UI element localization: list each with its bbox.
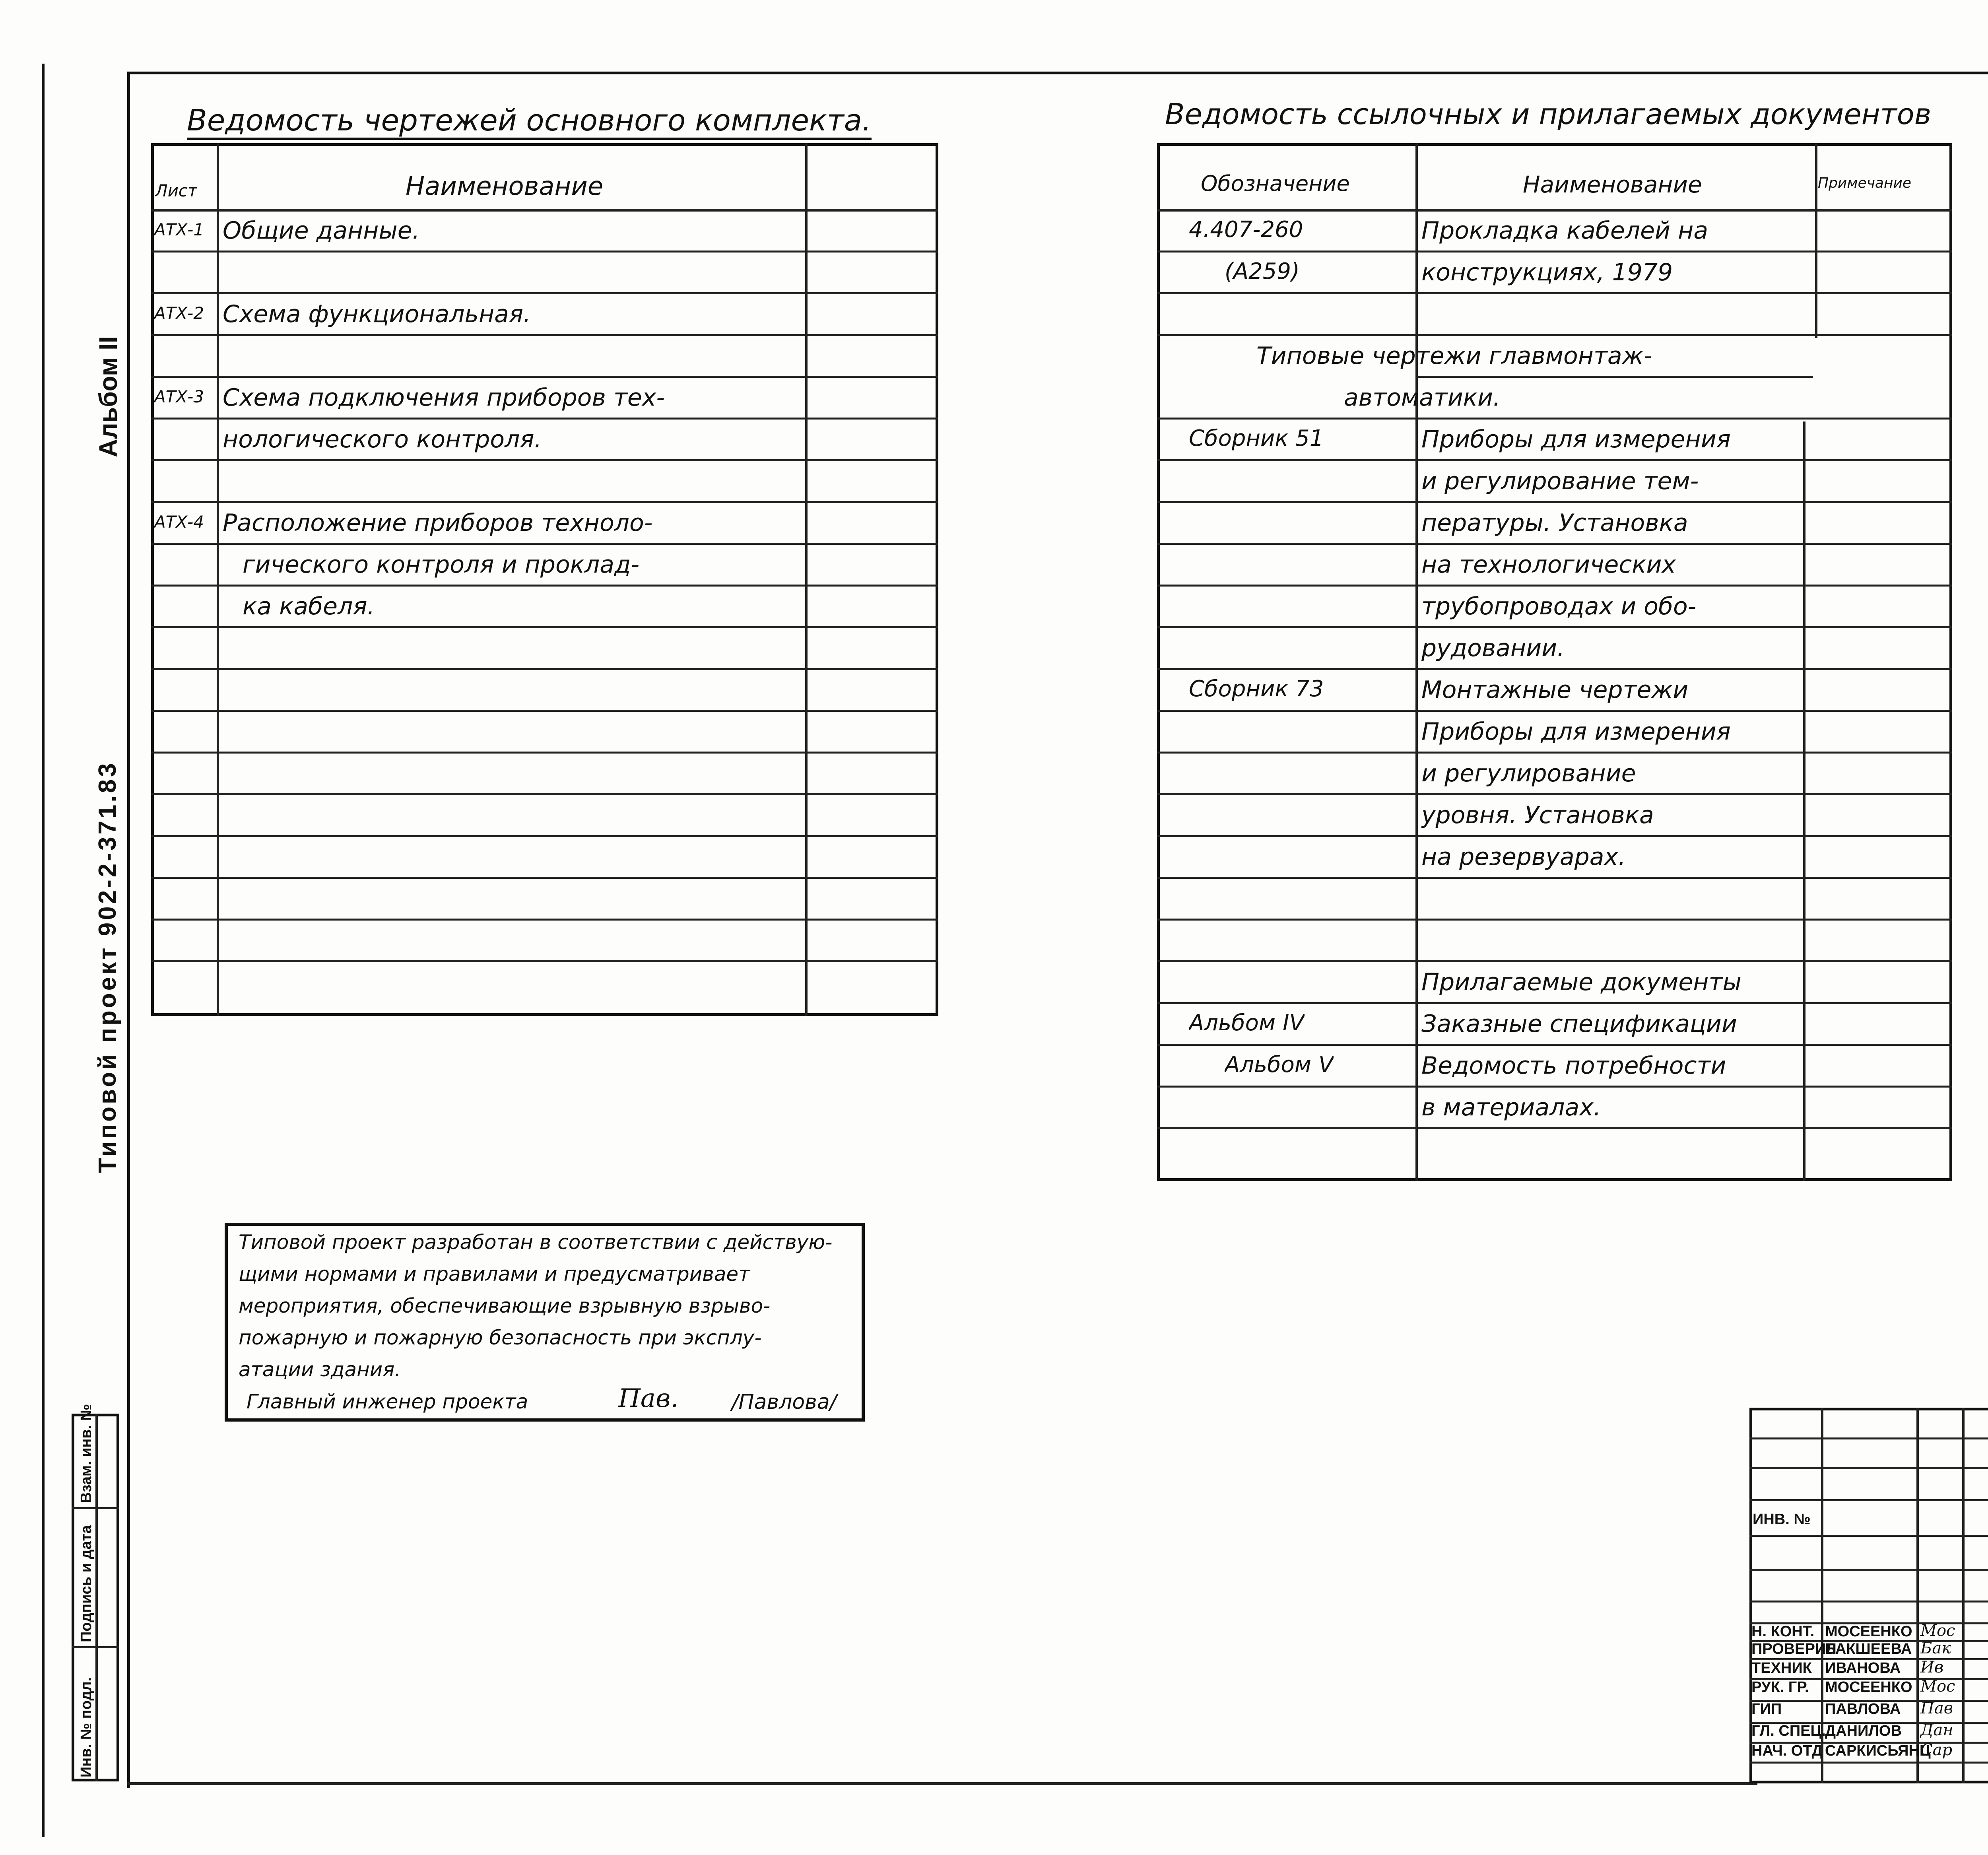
table-row-line	[151, 960, 938, 962]
ref-row-name: Приборы для измерения	[1421, 718, 1731, 746]
table-row-line	[1157, 459, 1952, 461]
table-row-line	[151, 585, 938, 587]
chief-engineer-name: /Павлова/	[732, 1390, 837, 1414]
ref-row-name: Монтажные чертежи	[1421, 676, 1689, 704]
staff-signature: Пав	[1920, 1699, 1953, 1717]
table-row-line	[1157, 543, 1952, 545]
main-row-name: Схема функциональная.	[223, 300, 531, 328]
ref-row-name: и регулирование тем-	[1421, 467, 1699, 495]
table-row-line	[151, 793, 938, 795]
chief-engineer-signature: Пав.	[618, 1384, 679, 1413]
table-row-line	[1157, 710, 1952, 712]
ref-row-name: автоматики.	[1344, 384, 1501, 412]
staff-signature: Мос	[1920, 1622, 1955, 1640]
staff-role: ПРОВЕРИЛ	[1751, 1641, 1837, 1657]
ref-row-name: рудовании.	[1421, 634, 1565, 662]
table-row-line	[1157, 585, 1952, 587]
ref-row-name: в материалах.	[1421, 1094, 1601, 1121]
title-block-row-line	[1749, 1569, 1988, 1571]
staff-role: РУК. ГР.	[1751, 1679, 1809, 1696]
table-row-line	[1157, 668, 1952, 670]
ref-row-name: Прокладка кабелей на	[1421, 217, 1708, 245]
ref-row-designation: 4.407-260	[1189, 217, 1303, 243]
ref-list-title: Ведомость ссылочных и прилагаемых документов	[1165, 97, 1932, 131]
table-row-line	[151, 501, 938, 503]
staff-signature: Дан	[1920, 1721, 1953, 1739]
staff-signature: Сар	[1920, 1741, 1953, 1759]
table-row-line	[1157, 835, 1952, 837]
ref-row-name: Заказные спецификации	[1421, 1010, 1737, 1038]
ref-row-name: Типовые чертежи главмонтаж-	[1256, 342, 1652, 370]
staff-signature: Мос	[1920, 1677, 1955, 1696]
table-row-line	[1157, 292, 1952, 294]
main-list-header-name: Наименование	[406, 172, 604, 201]
sheet-frame-bottom	[127, 1782, 1757, 1785]
title-block-row-line	[1749, 1535, 1988, 1537]
table-row-line	[151, 668, 938, 670]
title-block-row-line	[1749, 1467, 1988, 1469]
table-row-line	[1157, 752, 1952, 754]
chief-engineer-title: Главный инженер проекта	[247, 1390, 528, 1413]
main-row-name: нологического контроля.	[223, 425, 542, 453]
table-row-line	[1157, 251, 1952, 253]
title-block-row-line	[1749, 1437, 1988, 1439]
ref-row-designation: Сборник 51	[1189, 425, 1324, 451]
main-row-sheet: АТХ-1	[154, 220, 204, 239]
staff-role: ГЛ. СПЕЦ.	[1751, 1723, 1826, 1739]
ref-row-name: уровня. Установка	[1421, 801, 1654, 829]
main-row-name: ка кабеля.	[243, 592, 375, 620]
title-block-row-line	[1749, 1499, 1988, 1501]
table-row-line	[151, 835, 938, 837]
staff-role: Н. КОНТ.	[1751, 1623, 1815, 1640]
ref-header-note: Примечание	[1818, 175, 1912, 191]
main-list-title: Ведомость чертежей основного комплекта.	[187, 103, 872, 140]
table-row-line	[1157, 877, 1952, 879]
ref-header-designation: Обозначение	[1201, 171, 1350, 196]
table-row-line	[1157, 960, 1952, 962]
staff-name: ИВАНОВА	[1825, 1660, 1901, 1676]
stamp-cell-sign: Подпись и дата	[78, 1525, 95, 1642]
ref-row-name: конструкциях, 1979	[1421, 258, 1673, 286]
ref-header-name: Наименование	[1523, 171, 1702, 198]
table-row-line	[1157, 626, 1952, 628]
inv-no-label: ИНВ. №	[1753, 1511, 1811, 1528]
staff-name: САРКИСЬЯНЦ	[1825, 1742, 1931, 1759]
declaration-line: атации здания.	[239, 1358, 401, 1381]
stamp-cell-repl: Взам. инв. №	[78, 1404, 95, 1503]
main-row-sheet: АТХ-2	[154, 303, 204, 323]
ref-row-designation: Альбом V	[1225, 1052, 1334, 1078]
ref-row-name: Ведомость потребности	[1421, 1052, 1726, 1080]
declaration-line: пожарную и пожарную безопасность при эксплу-	[239, 1326, 762, 1349]
declaration-line: щими нормами и правилами и предусматривает	[239, 1263, 750, 1286]
stamp-cell-inv: Инв. № подл.	[78, 1677, 95, 1777]
main-list-table	[151, 143, 938, 1016]
table-row-line	[1157, 1002, 1952, 1004]
ref-row-designation: (А259)	[1225, 258, 1300, 284]
title-block-row-line	[1749, 1762, 1988, 1764]
staff-name: ПАВЛОВА	[1825, 1701, 1901, 1717]
table-row-line	[1157, 418, 1952, 420]
table-row-line	[1415, 376, 1813, 378]
main-row-name: Расположение приборов техноло-	[223, 509, 653, 537]
table-row-line	[1157, 1086, 1952, 1088]
title-block-row-line	[1749, 1601, 1988, 1602]
main-row-name: Общие данные.	[223, 217, 420, 245]
staff-signature: Ив	[1920, 1658, 1944, 1676]
staff-name: МОСЕЕНКО	[1825, 1679, 1912, 1696]
table-row-line	[151, 418, 938, 420]
staff-role: ГИП	[1751, 1701, 1782, 1717]
declaration-line: Типовой проект разработан в соответствии с действую-	[239, 1231, 833, 1254]
table-row-line	[151, 376, 938, 378]
table-row-line	[151, 626, 938, 628]
left-margin-line	[42, 64, 45, 1837]
main-row-name: Схема подключения приборов тех-	[223, 384, 665, 412]
ref-row-name: на резервуарах.	[1421, 843, 1626, 871]
table-row-line	[151, 710, 938, 712]
staff-signature: Бак	[1920, 1639, 1951, 1657]
table-row-line	[1157, 793, 1952, 795]
ref-row-name: Приборы для измерения	[1421, 425, 1731, 453]
ref-row-name: трубопроводах и обо-	[1421, 592, 1697, 620]
table-row-line	[151, 877, 938, 879]
table-row-line	[151, 543, 938, 545]
main-row-sheet: АТХ-3	[154, 387, 204, 406]
main-list-header-sheet: Лист	[155, 181, 198, 200]
table-row-line	[1157, 919, 1952, 921]
ref-row-name: Прилагаемые документы	[1421, 968, 1741, 996]
table-row-line	[1157, 1044, 1952, 1046]
album-label: Альбом II	[94, 336, 122, 457]
ref-row-designation: Альбом IV	[1189, 1010, 1305, 1036]
main-row-sheet: АТХ-4	[154, 512, 204, 532]
staff-name: ДАНИЛОВ	[1825, 1723, 1902, 1739]
declaration-line: мероприятия, обеспечивающие взрывную взрыво-	[239, 1294, 771, 1317]
ref-row-name: на технологических	[1421, 551, 1676, 579]
ref-row-name: пературы. Установка	[1421, 509, 1688, 537]
project-label: Типовой проект 902-2-371.83	[94, 761, 121, 1173]
table-row-line	[151, 251, 938, 253]
table-row-line	[1157, 1127, 1952, 1129]
table-row-line	[1157, 334, 1952, 336]
staff-name: МОСЕЕНКО	[1825, 1623, 1912, 1640]
table-row-line	[151, 919, 938, 921]
ref-row-name: и регулирование	[1421, 759, 1636, 787]
table-row-line	[151, 334, 938, 336]
main-row-name: гического контроля и проклад-	[243, 551, 640, 579]
table-row-line	[151, 752, 938, 754]
table-row-line	[151, 292, 938, 294]
table-row-line	[151, 459, 938, 461]
staff-name: БАКШЕЕВА	[1825, 1641, 1912, 1657]
staff-role: НАЧ. ОТД	[1751, 1742, 1823, 1759]
ref-row-designation: Сборник 73	[1189, 676, 1324, 702]
staff-role: ТЕХНИК	[1751, 1660, 1812, 1676]
table-row-line	[1157, 501, 1952, 503]
